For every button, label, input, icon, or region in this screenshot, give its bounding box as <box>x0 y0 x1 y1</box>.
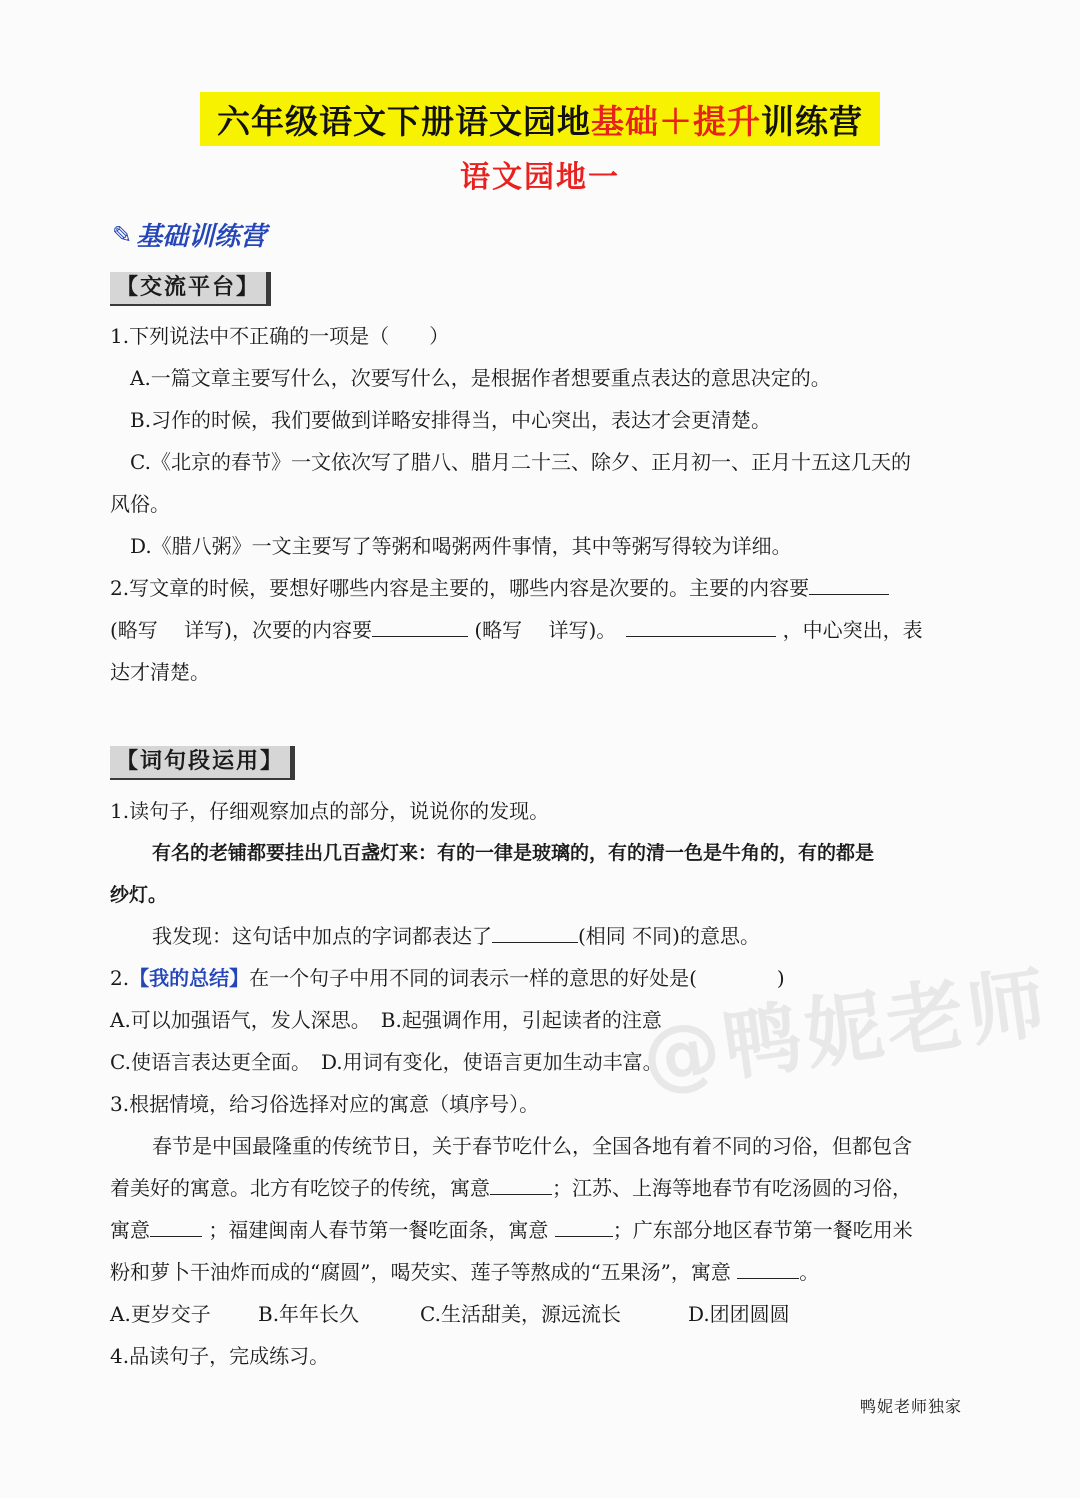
passage-line-4 <box>110 1258 819 1286</box>
footer-credit: 鸭妮老师独家 <box>860 1397 963 1416</box>
choice-c: C.生活甜美，源远流长 <box>420 1302 621 1326</box>
title-part-3: 训练营 <box>761 101 863 141</box>
passage-text: 着美好的寓意。北方有吃饺子的传统，寓意 <box>110 1176 490 1200</box>
summary-options-ab: A.可以加强语气，发人深思。 B.起强调作用，引起读者的注意 <box>110 1008 662 1032</box>
passage-text: ；江苏、上海等地春节有吃汤圆的习俗， <box>552 1176 912 1200</box>
answer-blank[interactable] <box>809 574 889 595</box>
summary-tag: 【我的总结】 <box>129 966 250 990</box>
q2-text-2b: (略写 详写)。 <box>467 618 617 642</box>
answer-blank[interactable] <box>372 616 468 637</box>
answer-blank[interactable] <box>492 922 578 943</box>
q2-text-2a: (略写 详写)，次要的内容要 <box>110 618 372 642</box>
usage-question-3: 3.根据情境，给习俗选择对应的寓意（填序号）。 <box>110 1092 540 1116</box>
q2-text-2c: ，中心突出，表 <box>776 618 923 642</box>
pencil-icon: ✎ <box>112 220 133 249</box>
option-d: D.《腊八粥》一文主要写了等粥和喝粥两件事情，其中等粥写得较为详细。 <box>130 534 792 558</box>
answer-blank[interactable] <box>737 1258 799 1279</box>
choice-a: A.更岁交子 <box>110 1302 211 1326</box>
discovery-line <box>152 922 760 950</box>
passage-line-3 <box>110 1216 913 1244</box>
quote-line-1: 有名的老铺都要挂出几百盏灯来：有的一律是玻璃的，有的清一色是牛角的，有的都是 <box>152 842 875 864</box>
passage-line-1: 春节是中国最隆重的传统节日，关于春节吃什么，全国各地有着不同的习俗，但都包含 <box>152 1134 912 1158</box>
option-c-line2: 风俗。 <box>110 492 170 516</box>
passage-text: 粉和萝卜干油炸而成的“腐圆”，喝芡实、莲子等熬成的“五果汤”，寓意 <box>110 1260 738 1284</box>
option-c-line1: C.《北京的春节》一文依次写了腊八、腊月二十三、除夕、正月初一、正月十五这几天的 <box>130 450 911 474</box>
option-b: B.习作的时候，我们要做到详略安排得当，中心突出，表达才会更清楚。 <box>130 408 772 432</box>
q2-prompt: 在一个句子中用不同的词表示一样的意思的好处是( ) <box>249 966 785 990</box>
usage-question-2 <box>110 964 785 992</box>
discovery-text-a: 我发现：这句话中加点的字词都表达了 <box>152 924 492 948</box>
page-subtitle: 语文园地一 <box>460 160 620 195</box>
question-2-line3: 达才清楚。 <box>110 660 210 684</box>
passage-text: ；广东部分地区春节第一餐吃用米 <box>612 1218 913 1242</box>
title-part-2: 基础＋提升 <box>591 101 761 141</box>
answer-blank[interactable] <box>555 1216 613 1237</box>
page-title <box>200 92 880 146</box>
option-a: A.一篇文章主要写什么，次要写什么，是根据作者想要重点表达的意思决定的。 <box>130 366 831 390</box>
answer-blank[interactable] <box>490 1174 552 1195</box>
block-label-usage: 【词句段运用】 <box>110 746 295 780</box>
title-part-1: 六年级语文下册语文园地 <box>217 101 591 141</box>
passage-text: ；福建闽南人春节第一餐吃面条，寓意 <box>202 1218 555 1242</box>
usage-question-1: 1.读句子，仔细观察加点的部分，说说你的发现。 <box>110 799 550 823</box>
answer-blank[interactable] <box>626 616 776 637</box>
question-1: 1.下列说法中不正确的一项是（ ） <box>110 324 450 348</box>
answer-blank[interactable] <box>150 1216 202 1237</box>
usage-question-4: 4.品读句子，完成练习。 <box>110 1344 330 1368</box>
question-2-line1 <box>110 574 889 602</box>
passage-line-2 <box>110 1174 912 1202</box>
quote-line-2: 纱灯。 <box>110 884 168 906</box>
choice-d: D.团团圆圆 <box>688 1302 790 1326</box>
choice-b: B.年年长久 <box>258 1302 360 1326</box>
section-heading <box>112 216 266 253</box>
q2-number: 2. <box>110 966 130 990</box>
watermark-text: @鸭妮老师 <box>636 957 1056 1105</box>
block-label-exchange: 【交流平台】 <box>110 272 271 306</box>
question-2-line2 <box>110 616 923 644</box>
passage-text: 寓意 <box>110 1218 150 1242</box>
section-label: 基础训练营 <box>136 222 267 252</box>
summary-options-cd: C.使语言表达更全面。 D.用词有变化，使语言更加生动丰富。 <box>110 1050 663 1074</box>
q2-text-1: 2.写文章的时候，要想好哪些内容是主要的，哪些内容是次要的。主要的内容要 <box>110 576 810 600</box>
passage-text: 。 <box>799 1260 820 1284</box>
discovery-text-b: (相同 不同)的意思。 <box>578 924 760 948</box>
